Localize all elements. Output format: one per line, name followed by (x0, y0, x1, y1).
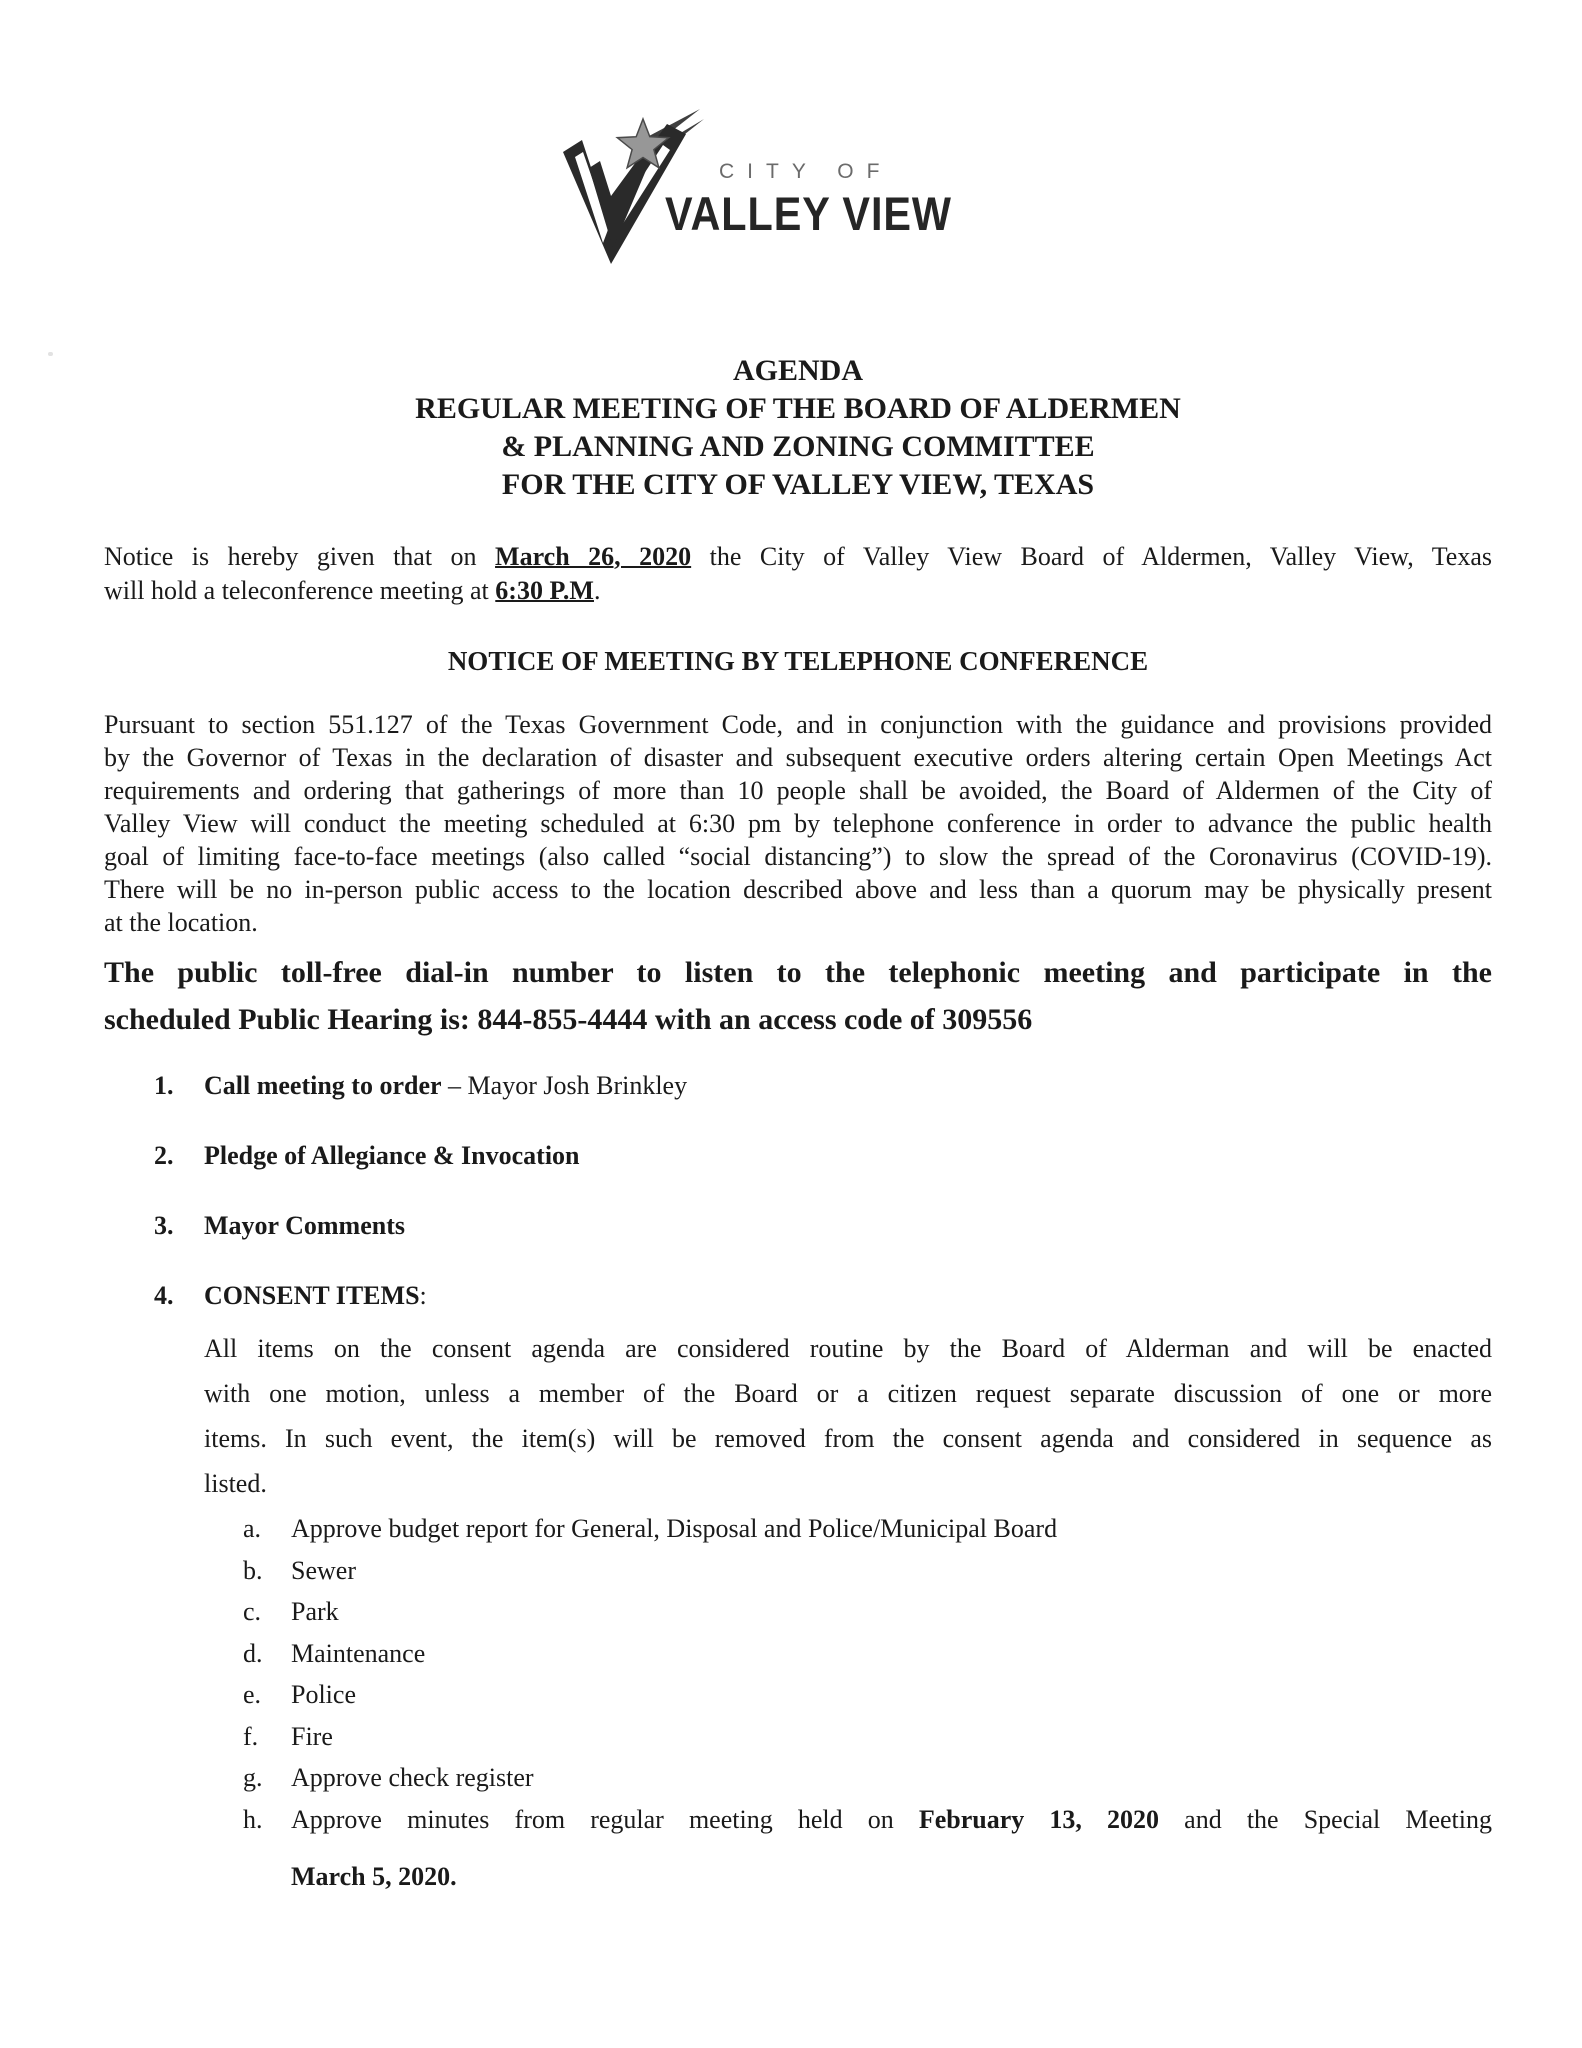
agenda-item-mayor-comments (104, 1209, 1492, 1243)
pursuant-line: Valley View will conduct the meeting scheduled at 6:30 pm by telephone conference in order to advance the public health (104, 809, 1492, 838)
pursuant-line: requirements and ordering that gatherings of more than 10 people shall be avoided, the Board of Aldermen of the City of (104, 776, 1492, 805)
notice-text: the City of Valley View Board of Aldermen, Valley View, Texas (691, 542, 1492, 571)
dial-in-paragraph (104, 949, 1492, 1043)
sub-item-text: Sewer (291, 1555, 356, 1585)
sub-item-letter: d. (243, 1638, 263, 1668)
telephone-conference-heading: NOTICE OF MEETING BY TELEPHONE CONFERENCE (447, 646, 1149, 676)
consent-sub-item-minutes (204, 1799, 1492, 1898)
title-line-meeting: REGULAR MEETING OF THE BOARD OF ALDERMEN (415, 392, 1181, 425)
consent-sub-item-list (204, 1508, 1492, 1898)
pursuant-line: Pursuant to section 551.127 of the Texas Government Code, and in conjunction with the guidance and provisions provided (104, 710, 1492, 739)
title-line-agenda: AGENDA (732, 354, 863, 387)
agenda-item-call-to-order (104, 1069, 1492, 1103)
consent-intro-line: items. In such event, the item(s) will be removed from the consent agenda and considered in sequence as (204, 1424, 1492, 1453)
sub-item-letter: f. (243, 1721, 259, 1751)
agenda-item-consent-items (104, 1279, 1492, 1898)
consent-sub-item-park (204, 1591, 1492, 1633)
consent-sub-item-police (204, 1674, 1492, 1716)
sub-item-letter: e. (243, 1680, 262, 1709)
meeting-time: 6:30 P.M (495, 576, 594, 605)
item-title: Mayor Comments (204, 1211, 405, 1240)
sub-item-text: Maintenance (291, 1638, 426, 1668)
notice-line-1 (104, 540, 1492, 574)
sub-item-letter: b. (243, 1555, 263, 1585)
notice-text: will hold a teleconference meeting at (104, 576, 496, 605)
agenda-item-pledge (104, 1139, 1492, 1173)
consent-sub-item-budget (204, 1508, 1492, 1550)
sub-item-letter: a. (243, 1514, 262, 1543)
logo-valley-view-text: VALLEY VIEW (665, 187, 952, 241)
pursuant-line: goal of limiting face-to-face meetings (also called “social distancing”) to slow the spread of the Coronavirus (COVID-19). (104, 842, 1492, 871)
agenda-item-list (104, 1069, 1492, 1898)
sub-item-letter: h. (243, 1804, 263, 1834)
minutes-date-regular: February 13, 2020 (918, 1804, 1160, 1834)
agenda-title-block (104, 352, 1492, 504)
notice-text: . (593, 576, 601, 605)
item-number: 2. (154, 1141, 174, 1170)
title-line-city: FOR THE CITY OF VALLEY VIEW, TEXAS (501, 468, 1095, 501)
item-number: 4. (154, 1281, 174, 1310)
sub-item-letter: c. (243, 1597, 262, 1626)
item-number: 1. (154, 1071, 174, 1100)
consent-items-heading: CONSENT ITEMS: (204, 1281, 427, 1310)
pursuant-line: at the location. (104, 908, 258, 937)
consent-intro-paragraph (204, 1326, 1492, 1506)
item-title: Pledge of Allegiance & Invocation (204, 1141, 580, 1170)
logo-city-of-text: CITY OF (719, 160, 893, 183)
sub-item-letter: g. (243, 1763, 263, 1792)
notice-text: Notice is hereby given that on (104, 542, 496, 571)
sub-item-text-wrap (291, 1856, 1492, 1898)
consent-sub-item-fire (204, 1716, 1492, 1758)
notice-paragraph (104, 540, 1492, 608)
dial-in-line: The public toll-free dial-in number to listen to the telephonic meeting and participate in the (104, 956, 1492, 989)
document-content (104, 0, 1492, 1898)
scan-artifact (48, 352, 53, 356)
pursuant-line: by the Governor of Texas in the declaration of disaster and subsequent executive orders altering certain Open Meetings Act (104, 743, 1492, 772)
sub-item-text: Park (291, 1597, 339, 1626)
consent-intro-line: listed. (204, 1469, 267, 1498)
pursuant-paragraph (104, 708, 1492, 939)
consent-intro-line: All items on the consent agenda are considered routine by the Board of Alderman and will be enacted (204, 1334, 1492, 1363)
consent-sub-item-check-register (204, 1757, 1492, 1799)
consent-intro-line: with one motion, unless a member of the Board or a citizen request separate discussion of one or more (204, 1379, 1492, 1408)
item-title: Call meeting to order (204, 1071, 442, 1100)
sub-item-text: Approve minutes from regular meeting held on February 13, 2020 and the Special Meeting (291, 1804, 1493, 1834)
item-detail: – Mayor Josh Brinkley (441, 1071, 688, 1100)
pursuant-line: There will be no in-person public access to the location described above and less than a quorum may be physically present (104, 875, 1492, 904)
item-number: 3. (154, 1211, 174, 1240)
minutes-date-special: March 5, 2020. (291, 1862, 457, 1891)
consent-sub-item-maintenance (204, 1633, 1492, 1675)
title-line-committee: & PLANNING AND ZONING COMMITTEE (501, 430, 1095, 463)
notice-line-2 (104, 574, 1492, 608)
sub-item-text: Approve budget report for General, Disposal and Police/Municipal Board (291, 1514, 1058, 1543)
consent-sub-item-sewer (204, 1550, 1492, 1592)
sub-item-text: Police (291, 1680, 356, 1709)
sub-item-text: Fire (291, 1721, 333, 1751)
meeting-date: March 26, 2020 (495, 542, 692, 571)
sub-item-text: Approve check register (291, 1763, 534, 1792)
dial-in-line: scheduled Public Hearing is: 844-855-4444 with an access code of 309556 (104, 1003, 1033, 1036)
